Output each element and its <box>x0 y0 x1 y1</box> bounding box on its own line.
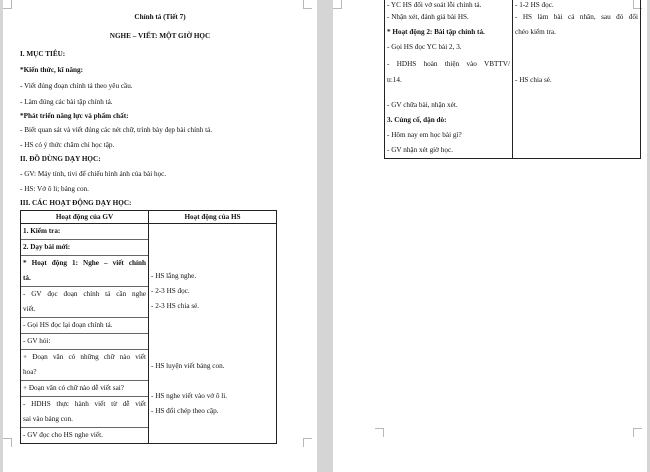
hs-line: - HS đổi chép theo cặp. <box>151 407 219 415</box>
hs-line <box>149 314 276 329</box>
crop-mark <box>375 428 384 437</box>
hs-line <box>513 98 640 113</box>
skills-item: - Biết quan sát và viết đúng các nét chữ, trình bày đẹp bài chính tả. <box>20 126 213 134</box>
gv-line: - GV đọc cho HS nghe viết. <box>23 431 103 439</box>
knowledge-item: - Viết đúng đoạn chính tả theo yêu cầu. <box>20 82 133 90</box>
hs-activities-cell <box>149 224 277 444</box>
table-header-row <box>21 211 277 224</box>
document-page-2 <box>333 0 647 472</box>
gv-line: * Hoạt động 2: Bài tập chính tả. <box>387 28 485 36</box>
hs-line: - HS nghe viết vào vở ô li. <box>151 392 228 400</box>
gv-line <box>385 88 512 98</box>
hs-line <box>513 143 640 158</box>
gv-line: - GV nhận xét giờ học. <box>387 146 453 154</box>
gv-line: sai vào bảng con. <box>21 412 148 428</box>
gv-line: - GV đọc đoạn chính tả cần nghe <box>23 290 146 298</box>
gv-line: + Đoạn văn có những chữ nào viết <box>23 353 146 361</box>
hs-line <box>149 224 276 239</box>
hs-line: - HS làm bài cá nhân, sau đó đổi <box>515 13 638 21</box>
gv-line: hoa? <box>21 365 148 381</box>
tools-item: - HS: Vở ô li; bảng con. <box>20 185 89 193</box>
hs-line <box>513 55 640 73</box>
activities-table <box>20 210 277 444</box>
hs-line <box>149 329 276 344</box>
gv-line: - HDHS hoàn thiện vào VBTTV/ <box>387 60 510 68</box>
gv-line: - Nhận xét, đánh giá bài HS. <box>387 13 469 21</box>
tools-item: - GV: Máy tính, tivi để chiếu hình ảnh của bài học. <box>20 170 167 178</box>
table-row <box>21 224 277 444</box>
hs-line: chéo kiểm tra. <box>515 28 556 36</box>
activities-table-continued <box>384 0 641 159</box>
hs-line <box>513 128 640 143</box>
gv-line: - Gọi HS đọc lại đoạn chính tả. <box>21 318 148 334</box>
hs-line: - 1-2 HS đọc. <box>515 1 554 9</box>
crop-mark <box>633 428 642 437</box>
gv-line: viết. <box>21 302 148 318</box>
gv-line: - HDHS thực hành viết từ dễ viết <box>23 400 146 408</box>
gv-line: 2. Dạy bài mới: <box>21 240 148 256</box>
hs-line <box>149 344 276 359</box>
crop-mark <box>303 0 312 9</box>
gv-line: - Gọi HS đọc YC bài 2, 3. <box>387 43 462 51</box>
hs-line: - HS chia sẻ. <box>515 76 552 84</box>
hs-line <box>513 113 640 128</box>
gv-line: 1. Kiểm tra: <box>21 224 148 240</box>
lesson-title: NGHE – VIẾT: MỘT GIỜ HỌC <box>109 32 211 40</box>
header-gv: Hoạt động của GV <box>21 211 149 224</box>
skills-item: - HS có ý thức chăm chỉ học tập. <box>20 141 115 149</box>
skills-title: *Phát triển năng lực và phẩm chất: <box>20 112 129 120</box>
knowledge-item: - Làm đúng các bài tập chính tả. <box>20 98 113 106</box>
section-objectives-title: I. MỤC TIÊU: <box>20 50 66 58</box>
hs-line <box>149 374 276 389</box>
hs-line <box>149 254 276 269</box>
gv-activities-cell <box>21 224 149 444</box>
knowledge-title: *Kiến thức, kĩ năng: <box>20 66 84 74</box>
document-page-1 <box>3 0 317 472</box>
crop-mark <box>303 438 312 447</box>
crop-mark <box>3 438 12 447</box>
table-row <box>385 0 641 159</box>
hs-line: - HS luyện viết bảng con. <box>151 362 225 370</box>
section-activities-title: III. CÁC HOẠT ĐỘNG DẠY HỌC: <box>20 199 132 207</box>
header-hs: Hoạt động của HS <box>149 211 277 224</box>
hs-activities-cell <box>513 0 641 159</box>
gv-activities-cell <box>385 0 513 159</box>
hs-line: - HS lắng nghe. <box>151 272 197 280</box>
gv-line: - YC HS đổi vở soát lỗi chính tả. <box>387 1 482 9</box>
hs-line: - 2-3 HS chia sẻ. <box>151 302 200 310</box>
gv-line: - Hôm nay em học bài gì? <box>387 131 462 139</box>
hs-line <box>513 40 640 55</box>
crop-mark <box>333 0 342 9</box>
crop-mark <box>3 0 12 9</box>
hs-line: - 2-3 HS đọc. <box>151 287 190 295</box>
gv-line: + Đoạn văn có chữ nào dễ viết sai? <box>21 381 148 397</box>
hs-line <box>149 239 276 254</box>
gv-line: - GV chữa bài, nhận xét. <box>387 101 458 109</box>
hs-line <box>149 419 276 434</box>
section-tools-title: II. ĐỒ DÙNG DẠY HỌC: <box>20 155 101 163</box>
hs-line <box>513 88 640 98</box>
gv-line: - GV hỏi: <box>21 334 148 350</box>
lesson-heading: Chính tả (Tiết 7) <box>134 13 186 21</box>
gv-line: * Hoạt động 1: Nghe – viết chính <box>23 259 146 267</box>
gv-line: tr.14. <box>387 76 402 84</box>
gv-line: tả. <box>21 271 148 287</box>
gv-line: 3. Củng cố, dặn dò: <box>387 116 447 124</box>
